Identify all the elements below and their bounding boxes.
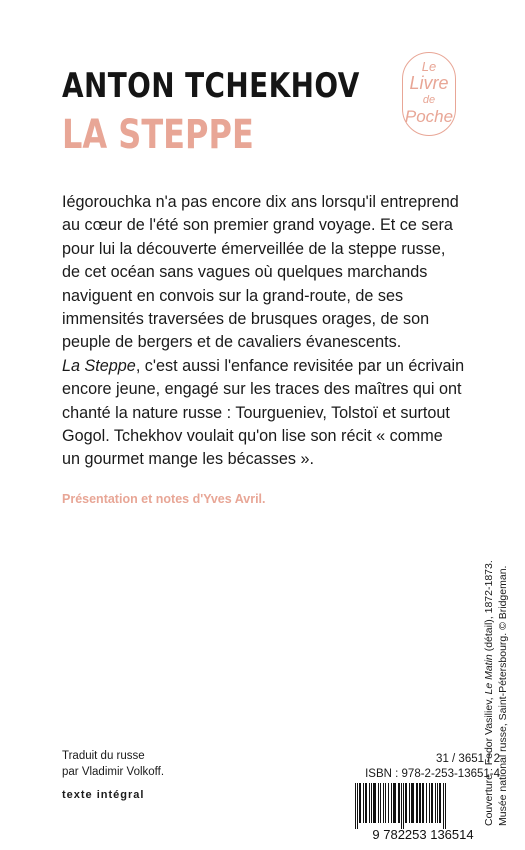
blurb-line: peuple de bergers et de cavaliers évanescents.	[62, 333, 402, 352]
barcode-bar	[403, 783, 404, 829]
logo-livre: Livre	[409, 73, 449, 93]
blurb-line: un gourmet mange les bécasses ».	[62, 450, 314, 469]
logo-de: de	[422, 94, 436, 106]
blurb-line: pour lui la découverte émerveillée de la steppe russe,	[62, 239, 446, 258]
barcode-bar	[439, 783, 441, 823]
cover-credit-text: Couverture : Fedor Vasiliev,	[483, 694, 495, 826]
cover-credit-line	[482, 560, 496, 826]
barcode-bar	[359, 783, 361, 823]
barcode-bar	[443, 783, 444, 829]
barcode-bar	[357, 783, 358, 829]
isbn-barcode	[343, 781, 503, 841]
blurb-line: de cet océan sans vagues où quelques marchands	[62, 263, 428, 282]
cover-credit-text: (détail), 1872-1873.	[483, 560, 495, 655]
cover-credit-line: Musée national russe, Saint-Pétersbourg. © Bridgeman.	[497, 565, 509, 826]
barcode-bar	[416, 783, 418, 823]
blurb-line: Iégorouchka n'a pas encore dix ans lorsqu'il entreprend	[62, 193, 459, 211]
book-title: LA STEPPE	[62, 112, 254, 158]
barcode-bar	[431, 783, 433, 823]
barcode-bar	[365, 783, 367, 823]
barcode-bar	[405, 783, 407, 823]
barcode-bar	[401, 783, 402, 829]
blurb-line-rest: , c'est aussi l'enfance revisitée par un écrivain	[135, 356, 465, 375]
barcode-bar	[437, 783, 438, 823]
barcode-bar	[363, 783, 364, 823]
barcode-bar	[419, 783, 421, 823]
blurb-line: encore jeune, engagé sur les traces des maîtres qui ont	[62, 380, 462, 399]
livre-de-poche-logo	[402, 52, 456, 136]
barcode-bar	[445, 783, 446, 829]
blurb-line: naviguent en convois sur la grand-route, de ses	[62, 286, 404, 305]
barcode-bar	[369, 783, 370, 823]
barcode-bar	[422, 783, 424, 823]
barcode-bar	[393, 783, 396, 823]
barcode-bar	[388, 783, 389, 823]
cover-image-credit	[482, 560, 512, 826]
translator-line: par Vladimir Volkoff.	[62, 766, 165, 778]
logo-le: Le	[421, 59, 437, 74]
barcode-bar	[398, 783, 400, 823]
barcode-bar	[380, 783, 381, 823]
barcode-bar	[371, 783, 372, 823]
barcode-bar	[411, 783, 414, 823]
painting-title: Le Matin	[483, 654, 495, 695]
barcode-bar	[391, 783, 392, 823]
barcode-bar	[373, 783, 376, 823]
barcode-bar	[409, 783, 410, 823]
barcode-bar	[355, 783, 356, 829]
isbn-number: ISBN : 978-2-253-13651-4	[365, 768, 500, 780]
barcode-bar	[429, 783, 430, 823]
barcode-bar	[385, 783, 386, 823]
blurb-line	[62, 355, 482, 378]
presentation-credit: Présentation et notes d'Yves Avril.	[62, 492, 266, 506]
translation-line: Traduit du russe	[62, 750, 145, 762]
blurb-line: immensités traversées de brusques orages, de son	[62, 310, 430, 329]
author-name: ANTON TCHEKHOV	[62, 66, 360, 106]
barcode-bar	[383, 783, 384, 823]
barcode-bar	[426, 783, 427, 823]
catalog-codes	[330, 752, 500, 782]
translation-credit	[62, 748, 164, 780]
blurb-line: Gogol. Tchekhov voulait qu'on lise son récit « comme	[62, 427, 443, 446]
catalog-number: 31 / 3651 / 2	[436, 753, 500, 765]
logo-poche: Poche	[404, 107, 454, 126]
barcode-bar	[378, 783, 379, 823]
blurb-line: chanté la nature russe : Tourgueniev, Tolstoï et surtout	[62, 403, 450, 422]
back-cover-blurb	[62, 191, 482, 472]
unabridged-label: texte intégral	[62, 789, 145, 801]
barcode-bar	[435, 783, 436, 823]
blurb-line: au cœur de l'été son premier grand voyage. Et ce sera	[62, 216, 453, 235]
blurb-italic-title: La Steppe	[62, 356, 136, 375]
barcode-digits: 9 782253 136514	[372, 827, 474, 841]
